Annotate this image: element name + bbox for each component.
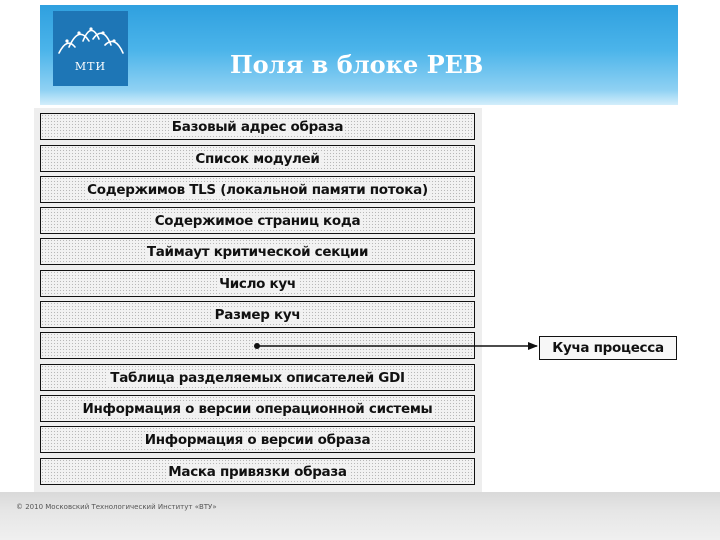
peb-field-label: Маска привязки образа: [168, 463, 347, 480]
copyright-text: © 2010 Московский Технологический Институт «ВТУ»: [16, 503, 217, 511]
peb-field-label: Информация о версии операционной системы: [82, 400, 433, 417]
peb-field-label: Таймаут критической секции: [146, 243, 369, 260]
page-title: Поля в блоке PEB: [230, 50, 484, 79]
peb-field-label: Информация о версии образа: [144, 431, 371, 448]
peb-field-label: Список модулей: [195, 150, 320, 167]
peb-field-label: Базовый адрес образа: [171, 118, 344, 135]
peb-field-label: Число куч: [219, 275, 296, 292]
peb-field-label: Содержимое страниц кода: [154, 212, 361, 229]
logo-text: МТИ: [74, 60, 107, 73]
process-heap-box: [539, 336, 677, 360]
footer-bar: [0, 492, 720, 540]
peb-field-label: Таблица разделяемых описателей GDI: [110, 369, 405, 386]
peb-field-label: Содержимов TLS (локальной памяти потока): [87, 181, 428, 198]
process-heap-label: Куча процесса: [552, 340, 664, 356]
peb-field-label: Размер куч: [214, 306, 301, 323]
